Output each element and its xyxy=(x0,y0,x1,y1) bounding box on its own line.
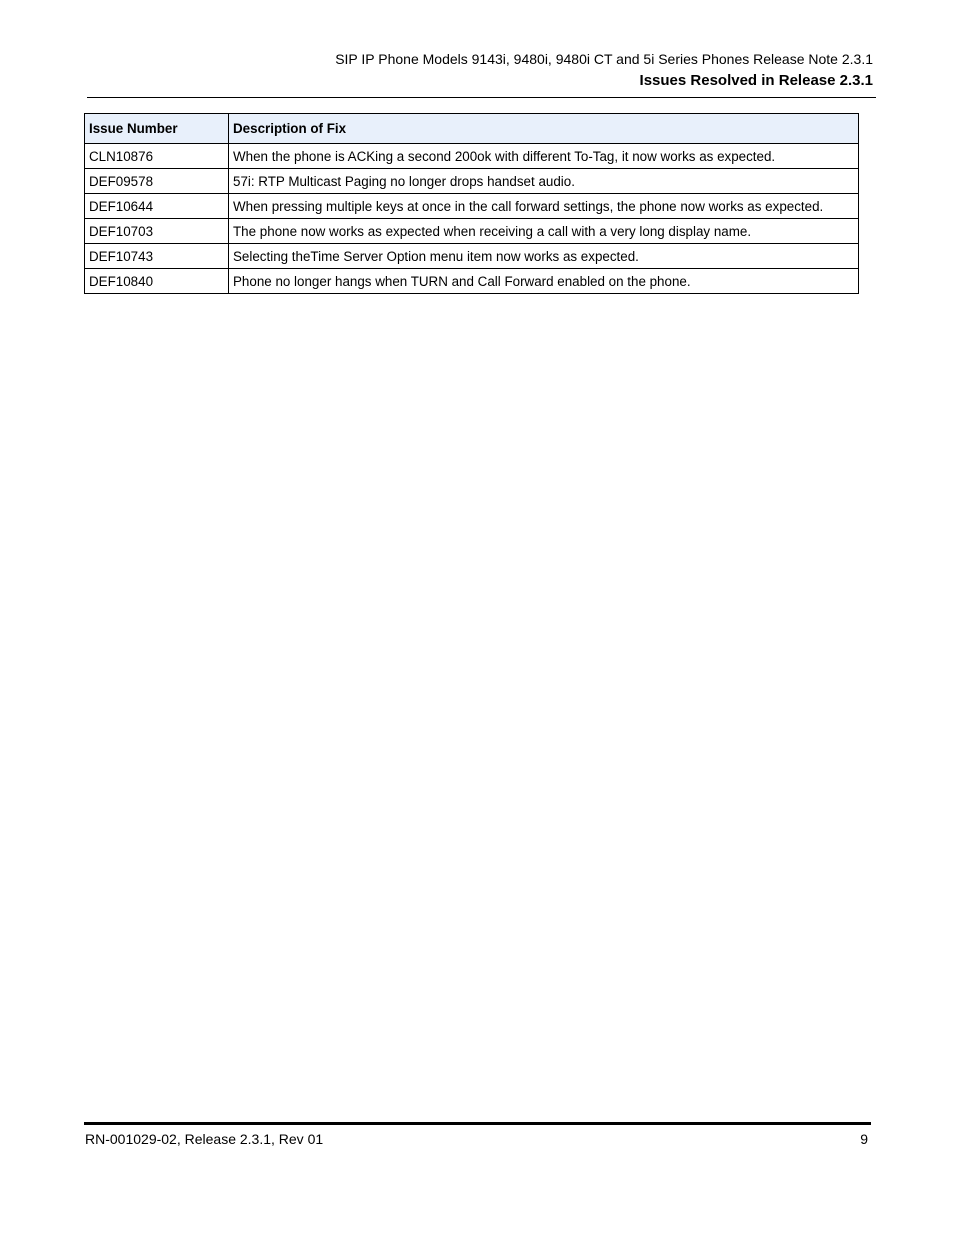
table-row xyxy=(85,144,859,169)
description-cell: When the phone is ACKing a second 200ok with different To-Tag, it now works as expected. xyxy=(229,144,859,169)
document-title: SIP IP Phone Models 9143i, 9480i, 9480i CT and 5i Series Phones Release Note 2.3.1 xyxy=(335,51,873,67)
issues-table xyxy=(84,113,859,294)
description-cell: Selecting theTime Server Option menu item now works as expected. xyxy=(229,244,859,269)
footer-document-id: RN-001029-02, Release 2.3.1, Rev 01 xyxy=(85,1131,324,1147)
issue-number-cell: DEF10644 xyxy=(85,194,229,219)
table-header-row xyxy=(85,114,859,144)
table-row xyxy=(85,219,859,244)
description-cell: 57i: RTP Multicast Paging no longer drops handset audio. xyxy=(229,169,859,194)
issue-number-cell: CLN10876 xyxy=(85,144,229,169)
issue-number-cell: DEF09578 xyxy=(85,169,229,194)
table-row xyxy=(85,194,859,219)
description-cell: When pressing multiple keys at once in the call forward settings, the phone now works as expected. xyxy=(229,194,859,219)
issue-number-cell: DEF10703 xyxy=(85,219,229,244)
header-divider xyxy=(87,97,876,98)
section-title: Issues Resolved in Release 2.3.1 xyxy=(639,72,873,89)
issue-number-cell: DEF10840 xyxy=(85,269,229,294)
column-header-issue-number: Issue Number xyxy=(85,114,229,144)
table-row xyxy=(85,244,859,269)
description-cell: The phone now works as expected when receiving a call with a very long display name. xyxy=(229,219,859,244)
footer-divider xyxy=(84,1122,871,1125)
description-cell: Phone no longer hangs when TURN and Call Forward enabled on the phone. xyxy=(229,269,859,294)
issue-number-cell: DEF10743 xyxy=(85,244,229,269)
table-row xyxy=(85,169,859,194)
table-row xyxy=(85,269,859,294)
page-number: 9 xyxy=(860,1131,868,1147)
column-header-description: Description of Fix xyxy=(229,114,859,144)
